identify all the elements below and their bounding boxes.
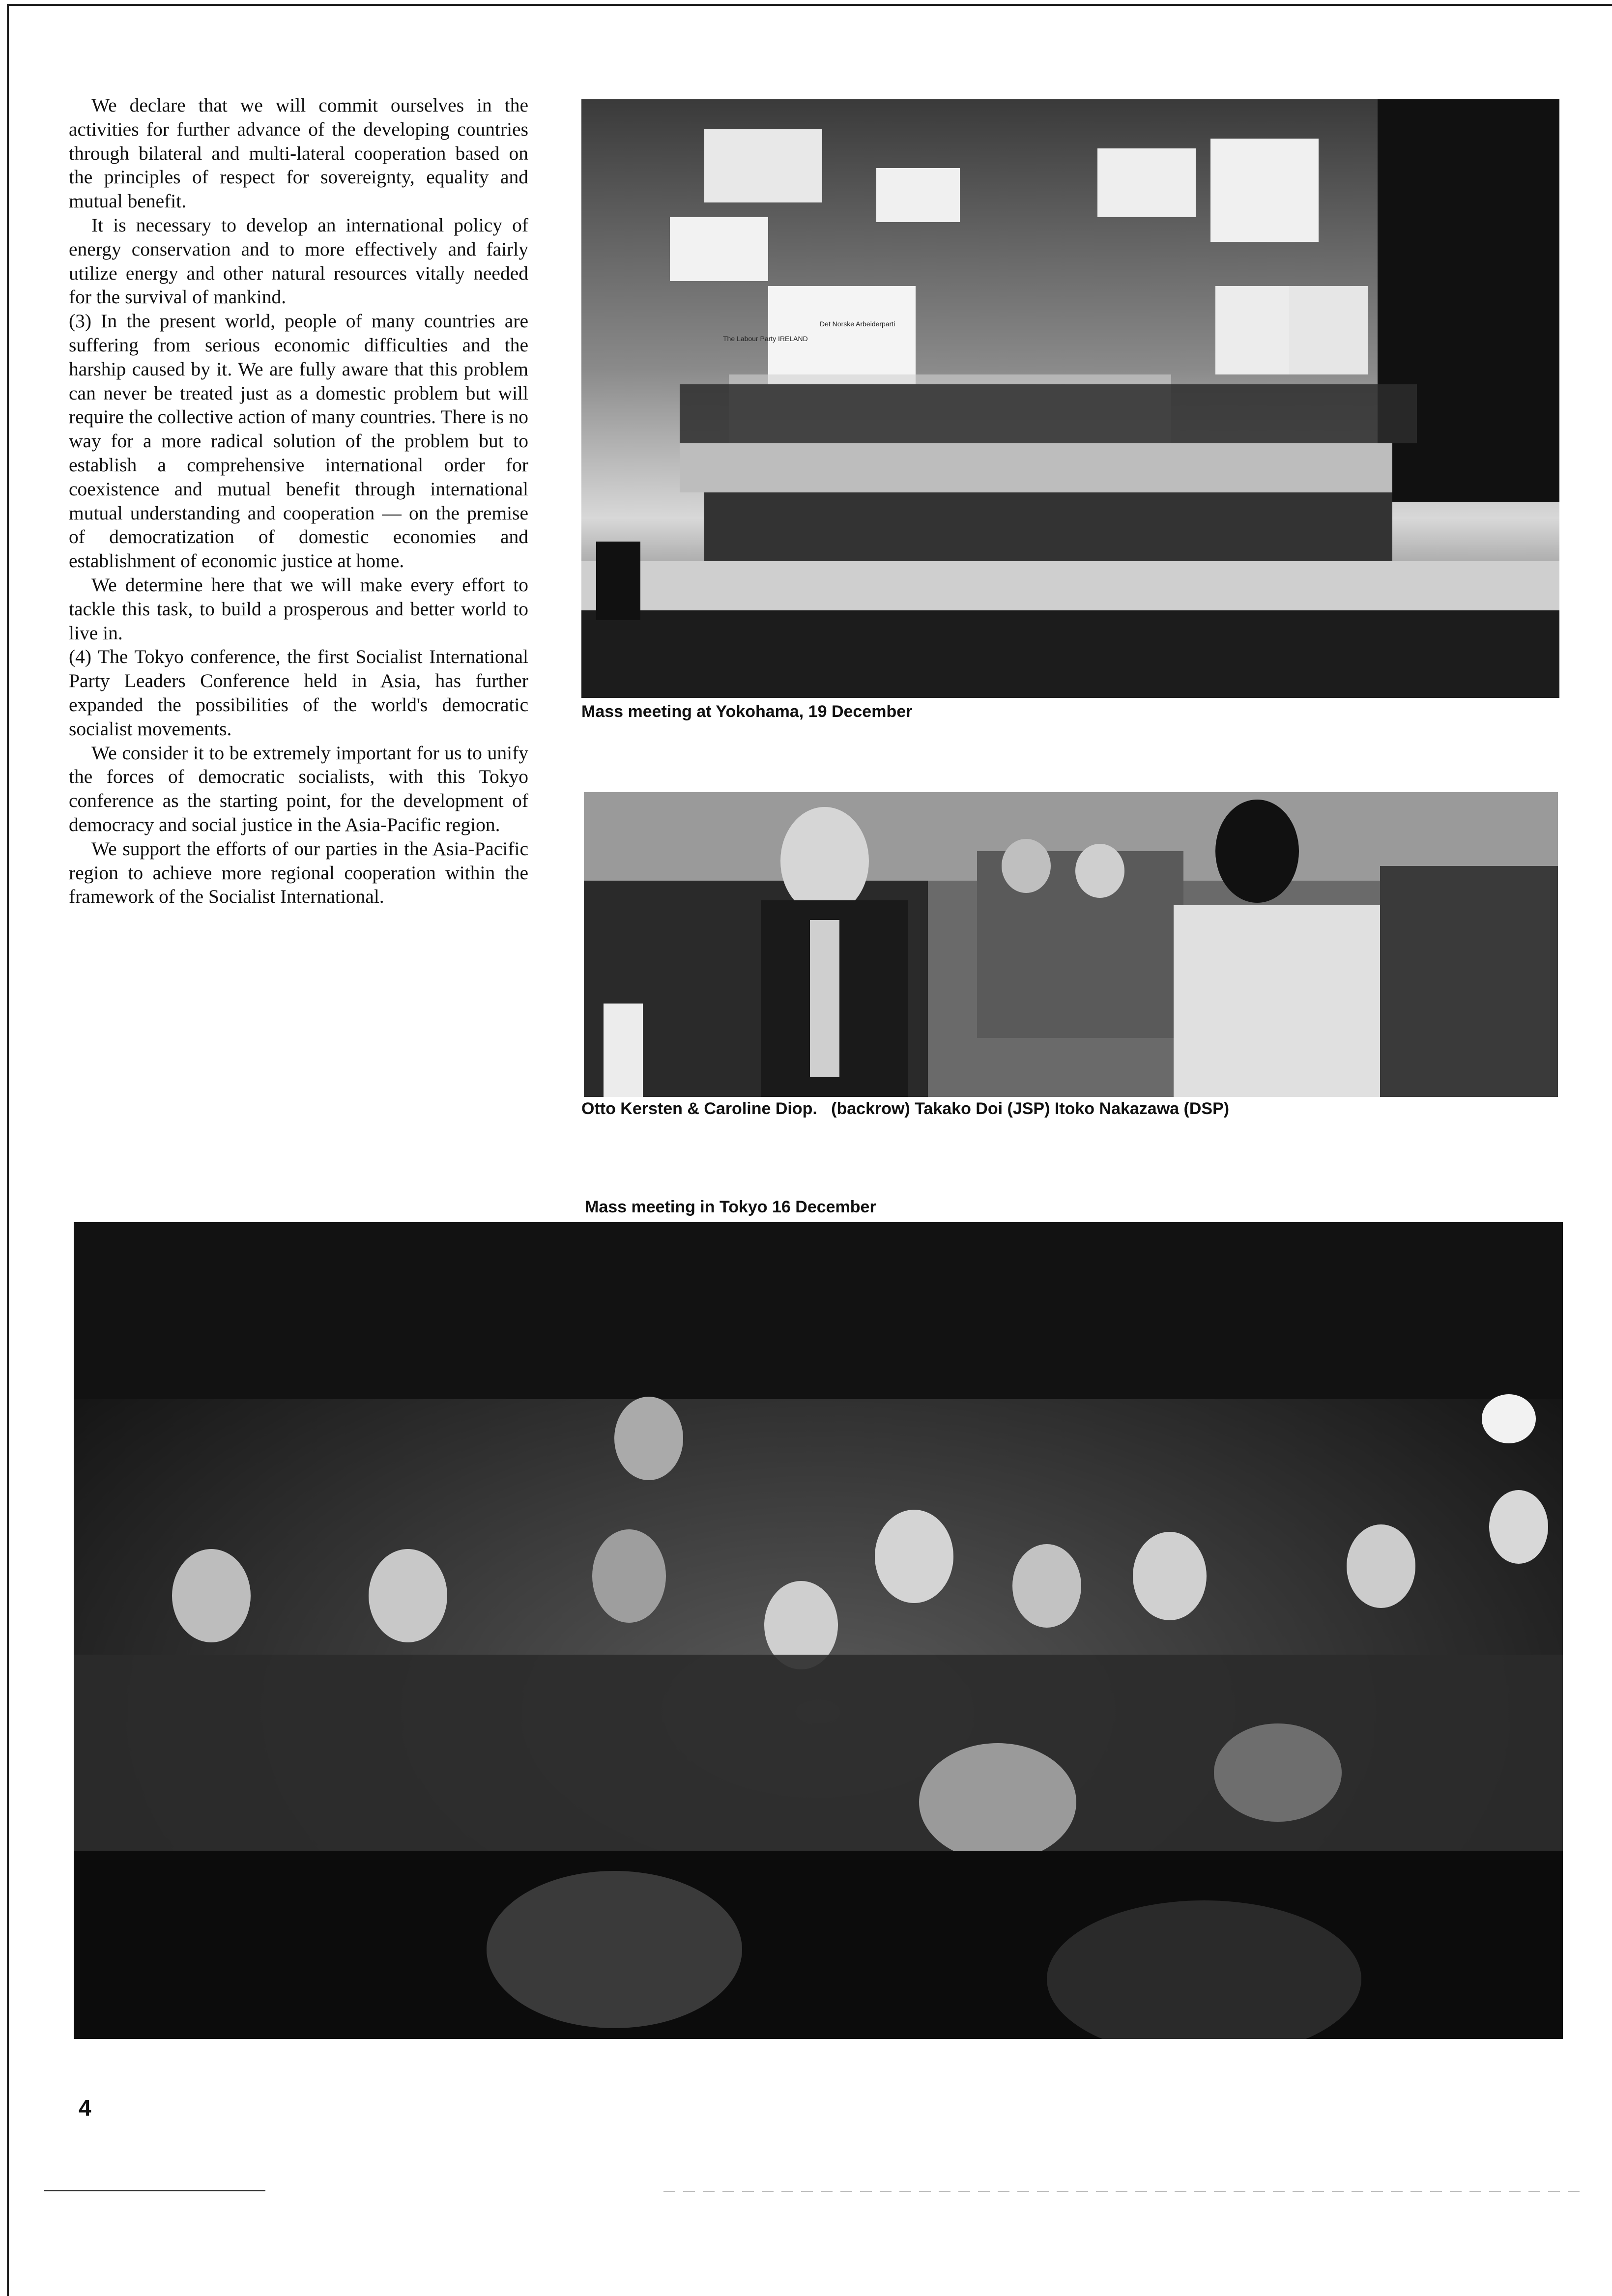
paragraph-unify-forces: We consider it to be extremely important for us to unify the forces of democratic socialists, with this Tokyo conference as the starting point, for the development of democracy and social justice in the Asia-Pacific region.	[69, 742, 528, 835]
banner-labour-party-ireland: The Labour Party IRELAND	[723, 335, 808, 343]
paragraph-regional-cooperation: We support the efforts of our parties in the Asia-Pacific region to achieve more regional cooperation within the framework of the Socialist International.	[69, 837, 528, 908]
photo-tokyo-mass-meeting	[74, 1222, 1563, 2039]
paragraph-determination: We determine here that we will make every effort to tackle this task, to build a prosperous and better world to live in.	[69, 574, 528, 644]
paragraph-energy-policy: It is necessary to develop an international policy of energy conservation and to more effectively and fairly utilize energy and other natural resources vitally needed for the survival of mankind.	[69, 214, 528, 308]
page-number: 4	[79, 2095, 91, 2121]
paragraph-point-4: (4) The Tokyo conference, the first Socialist International Party Leaders Conference held in Asia, has further expanded the possibilities of the world's democratic socialist movements.	[69, 646, 528, 740]
caption-yokohama: Mass meeting at Yokohama, 19 December	[581, 702, 913, 721]
paragraph-developing-countries: We declare that we will commit ourselves in the activities for further advance of the developing countries through bilateral and multi-lateral cooperation based on the principles of respect for sovereignty, equality and mutual benefit.	[69, 94, 528, 212]
top-border-rule	[7, 4, 1612, 6]
article-text-column	[69, 93, 528, 909]
caption-tokyo: Mass meeting in Tokyo 16 December	[585, 1198, 876, 1216]
paragraph-point-3: (3) In the present world, people of many countries are suffering from serious economic difficulties and the harship caused by it. We are fully aware that this problem can never be treated just as a domestic problem but will require the collective action of many countries. There is no way for a more radical solution of the problem but to establish a comprehensive international order for coexistence and mutual benefit through international mutual understanding and cooperation — on the premise of democratization of domestic economies and establishment of economic justice at home.	[69, 310, 528, 572]
caption-delegates: Otto Kersten & Caroline Diop. (backrow) Takako Doi (JSP) Itoko Nakazawa (DSP)	[581, 1099, 1230, 1118]
photo-delegates	[584, 792, 1558, 1097]
footer-rule	[44, 2190, 265, 2191]
left-border-rule	[7, 4, 9, 2296]
banner-det-norske: Det Norske Arbeiderparti	[820, 320, 895, 328]
photo-yokohama-mass-meeting	[581, 99, 1559, 698]
footer-dotted-rule	[663, 2191, 1587, 2192]
